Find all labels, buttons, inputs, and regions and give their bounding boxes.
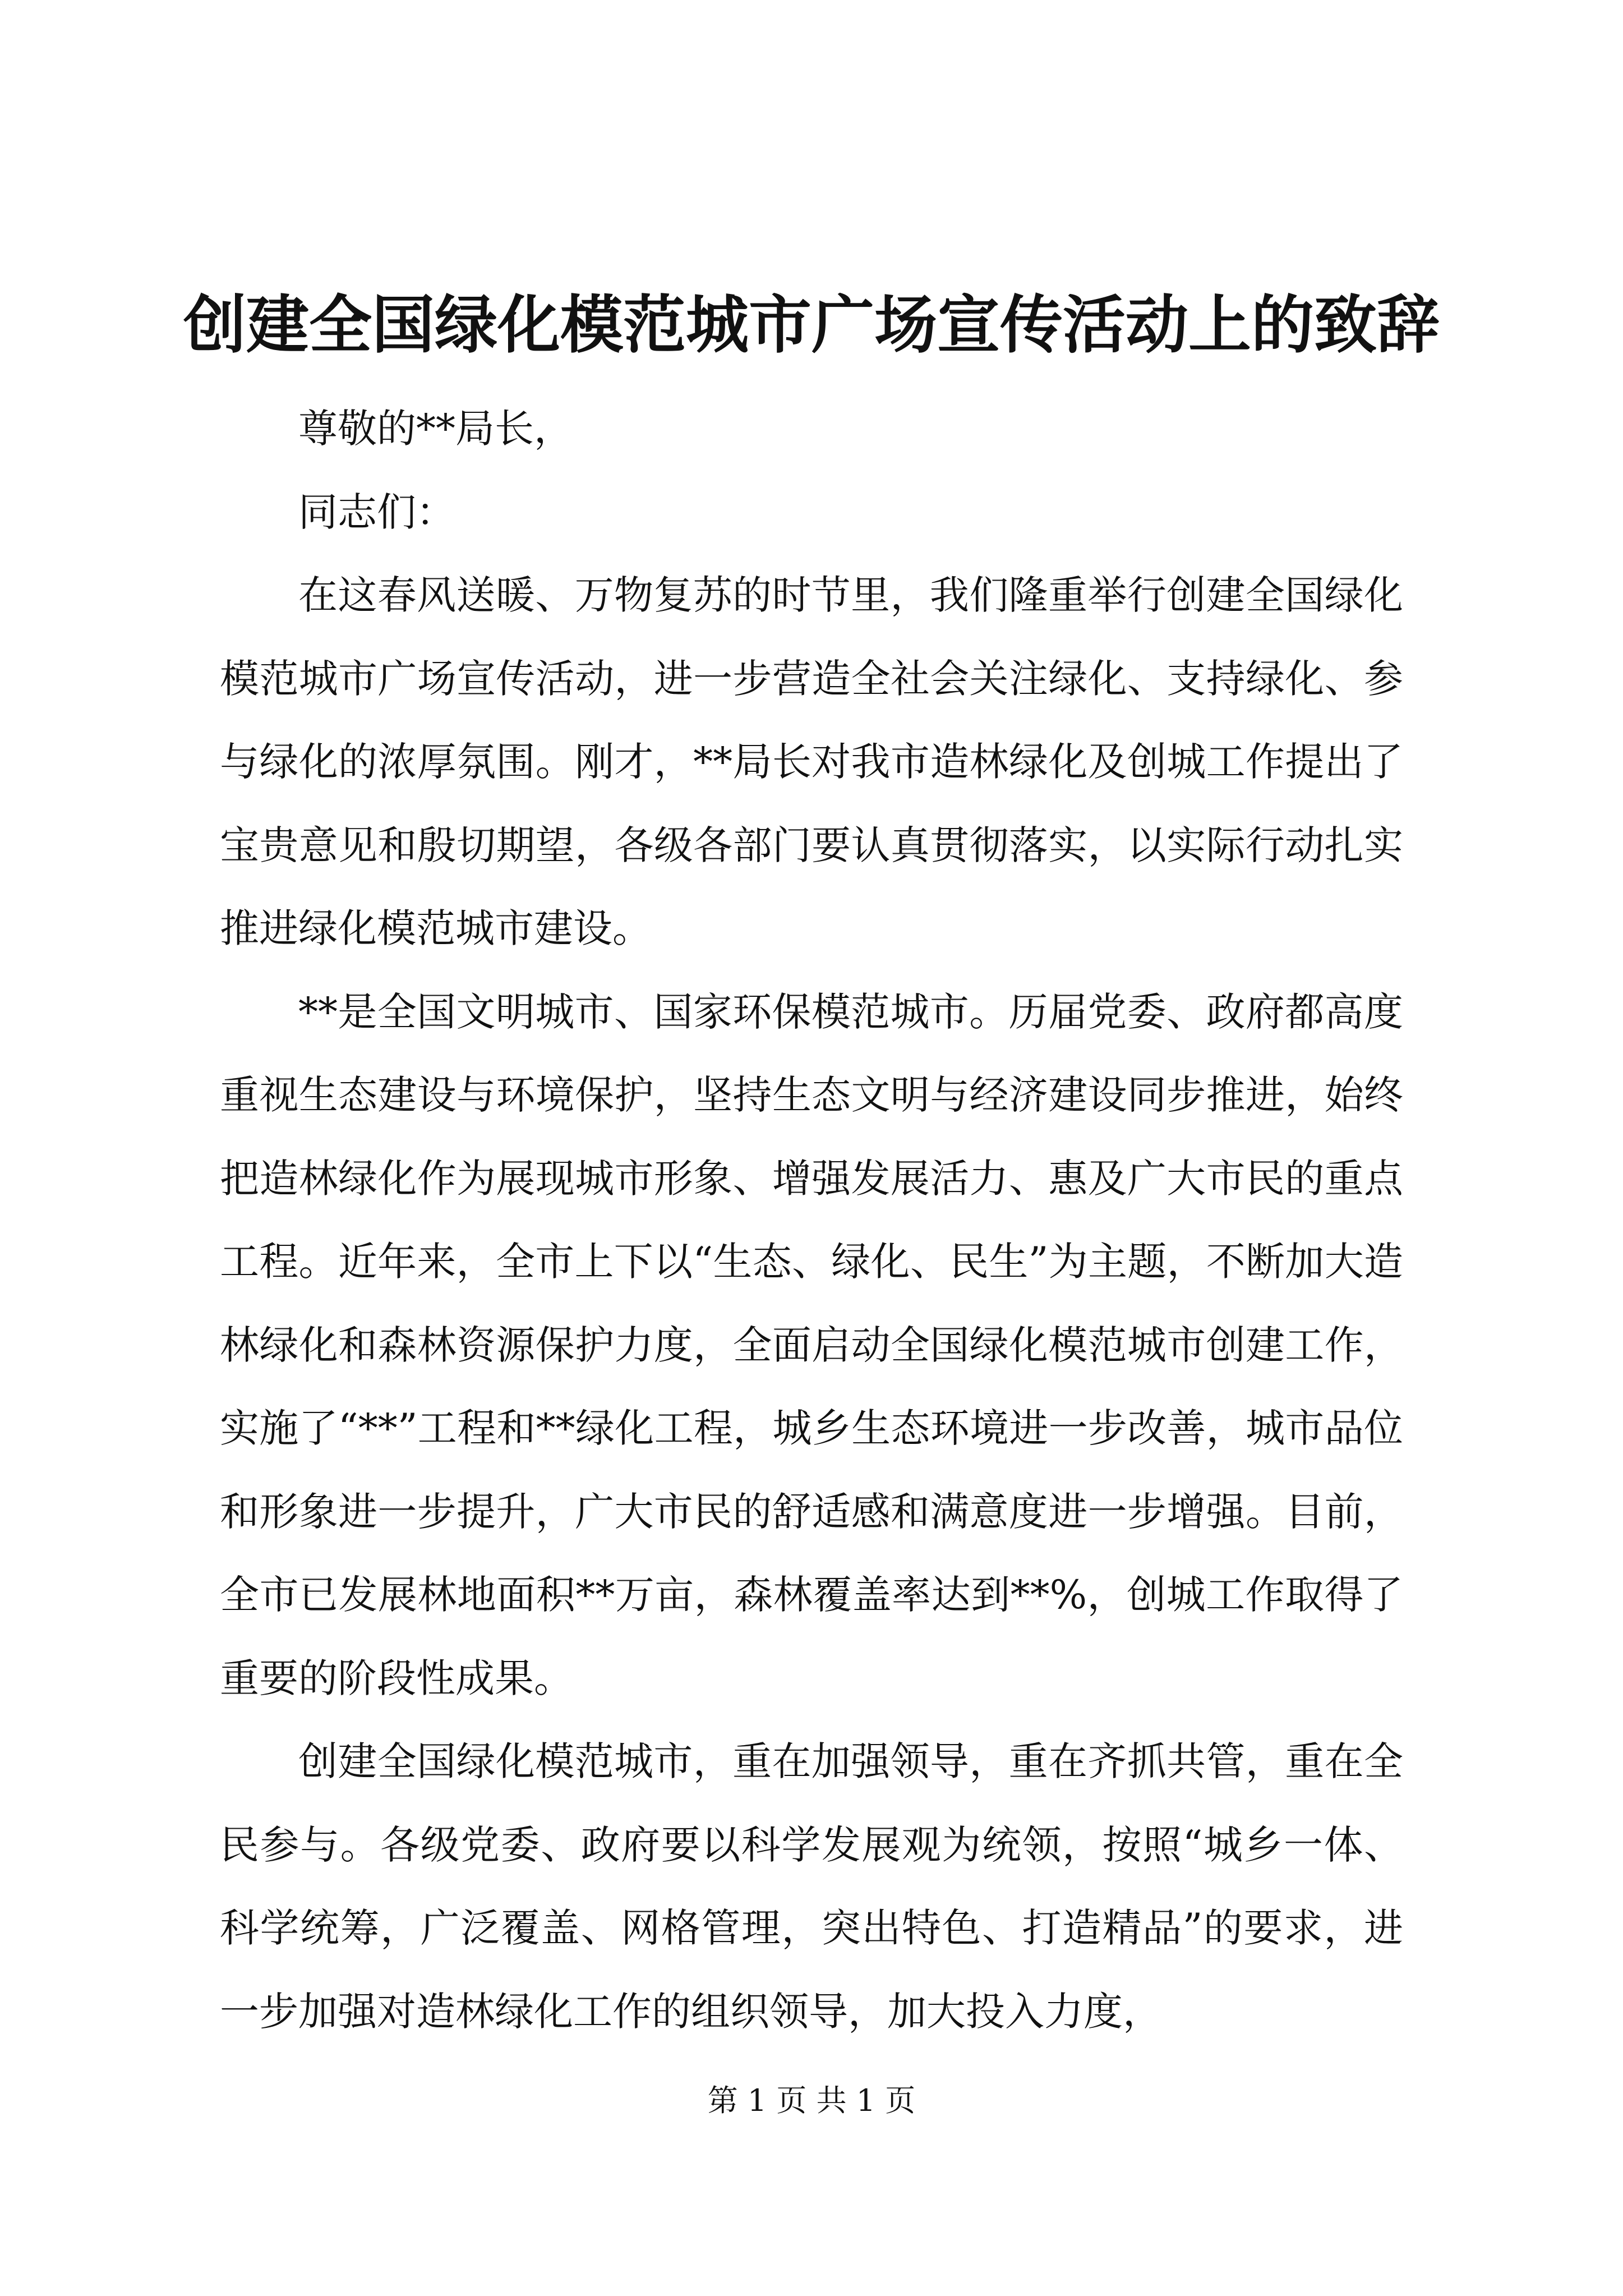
page-footer: 第 1 页 共 1 页 bbox=[707, 2083, 916, 2118]
body-paragraph: 创建全国绿化模范城市，重在加强领导，重在齐抓共管，重在全民参与。各级党委、政府要以科学发展观为统领，按照“城乡一体、科学统筹，广泛覆盖、网格管理，突出特色、打造精品”的要求，进一步加强对造林绿化工作的组织领导，加大投入力度， bbox=[220, 1738, 1403, 2035]
salutation-line: 同志们： bbox=[298, 489, 455, 535]
body-paragraph: 在这春风送暖、万物复苏的时节里，我们隆重举行创建全国绿化模范城市广场宣传活动，进一步营造全社会关注绿化、支持绿化、参与绿化的浓厚氛围。刚才，**局长对我市造林绿化及创城工作提出了宝贵意见和殷切期望，各级各部门要认真贯彻落实，以实际行动扎实推进绿化模范城市建设。 bbox=[220, 572, 1403, 951]
body-paragraph: **是全国文明城市、国家环保模范城市。历届党委、政府都高度重视生态建设与环境保护，坚持生态文明与经济建设同步推进，始终把造林绿化作为展现城市形象、增强发展活力、惠及广大市民的重点工程。近年来，全市上下以“生态、绿化、民生”为主题，不断加大造林绿化和森林资源保护力度，全面启动全国绿化模范城市创建工作，实施了“**”工程和**绿化工程，城乡生态环境进一步改善，城市品位和形象进一步提升，广大市民的舒适感和满意度进一步增强。目前，全市已发展林地面积**万亩，森林覆盖率达到**%，创城工作取得了重要的阶段性成果。 bbox=[220, 988, 1403, 1701]
document-body bbox=[220, 387, 1403, 2053]
document-title: 创建全国绿化模范城市广场宣传活动上的致辞 bbox=[183, 288, 1440, 362]
salutation-line: 尊敬的**局长， bbox=[298, 406, 573, 452]
